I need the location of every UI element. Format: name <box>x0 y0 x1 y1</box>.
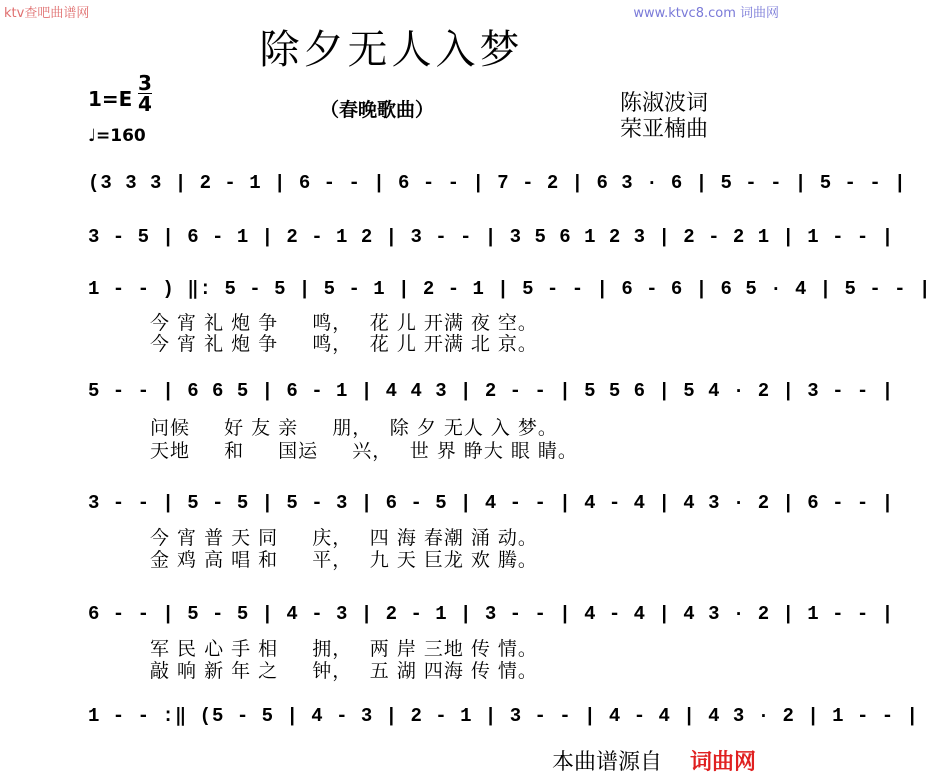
staff-notes: 6 - - | 5 - 5 | 4 - 3 | 2 - 1 | 3 - - | 4 - 4 | 4 3 · 2 | 1 - - | <box>88 603 895 625</box>
lyrics-verse-2b: 天地 和 国运 兴， 世 界 睁大 眼 睛。 <box>150 440 578 462</box>
composer-credit: 荣亚楠曲 <box>620 117 709 142</box>
staff-notes: 3 - - | 5 - 5 | 5 - 3 | 6 - 5 | 4 - - | 4 - 4 | 4 3 · 2 | 6 - - | <box>88 492 895 514</box>
key-signature: 1=E <box>88 87 133 111</box>
lyrics-verse-3b: 金 鸡 高 唱 和 平， 九 天 巨龙 欢 腾。 <box>150 549 538 571</box>
staff-line-2 <box>88 226 895 260</box>
lyrics-verse-4a: 军 民 心 手 相 拥， 两 岸 三地 传 情。 <box>150 638 538 660</box>
song-subtitle: （春晚歌曲） <box>320 99 435 121</box>
watermark-left: ktv查吧曲谱网 <box>4 6 90 21</box>
staff-line-7 <box>88 704 919 738</box>
staff-notes: (3 3 3 | 2 - 1 | 6 - - | 6 - - | 7 - 2 | 6 3 · 6 | 5 - - | 5 - - | <box>88 172 907 194</box>
time-bottom: 4 <box>138 92 152 116</box>
staff-line-3 <box>88 277 931 311</box>
time-signature <box>138 73 152 114</box>
tempo-marking: ♩=160 <box>88 126 146 146</box>
footer-site-link[interactable]: 词曲网 <box>690 750 757 775</box>
staff-line-4 <box>88 380 895 414</box>
lyricist-credit: 陈淑波词 <box>620 91 709 116</box>
lyrics-verse-2a: 问候 好 友 亲 朋， 除 夕 无人 入 梦。 <box>150 417 558 439</box>
staff-notes: 1 - - ) ‖: 5 - 5 | 5 - 1 | 2 - 1 | 5 - - | 6 - 6 | 6 5 · 4 | 5 - - | <box>88 278 931 300</box>
song-title: 除夕无人入梦 <box>259 27 524 73</box>
staff-line-6 <box>88 603 895 637</box>
lyrics-verse-4b: 敲 响 新 年 之 钟， 五 湖 四海 传 情。 <box>150 660 538 682</box>
lyrics-verse-1a: 今 宵 礼 炮 争 鸣， 花 儿 开满 夜 空。 <box>150 312 538 334</box>
staff-line-1 <box>88 172 907 206</box>
lyrics-verse-1b: 今 宵 礼 炮 争 鸣， 花 儿 开满 北 京。 <box>150 333 538 355</box>
staff-notes: 1 - - :‖ (5 - 5 | 4 - 3 | 2 - 1 | 3 - - | 4 - 4 | 4 3 · 2 | 1 - - | <box>88 705 919 727</box>
staff-notes: 3 - 5 | 6 - 1 | 2 - 1 2 | 3 - - | 3 5 6 1 2 3 | 2 - 2 1 | 1 - - | <box>88 226 895 248</box>
staff-notes: 5 - - | 6 6 5 | 6 - 1 | 4 4 3 | 2 - - | 5 5 6 | 5 4 · 2 | 3 - - | <box>88 380 895 402</box>
lyrics-verse-3a: 今 宵 普 天 同 庆， 四 海 春潮 涌 动。 <box>150 527 538 549</box>
footer-source: 本曲谱源自 <box>552 750 663 775</box>
time-top: 3 <box>138 71 152 95</box>
watermark-right: www.ktvc8.com 词曲网 <box>633 6 779 21</box>
staff-line-5 <box>88 492 895 526</box>
